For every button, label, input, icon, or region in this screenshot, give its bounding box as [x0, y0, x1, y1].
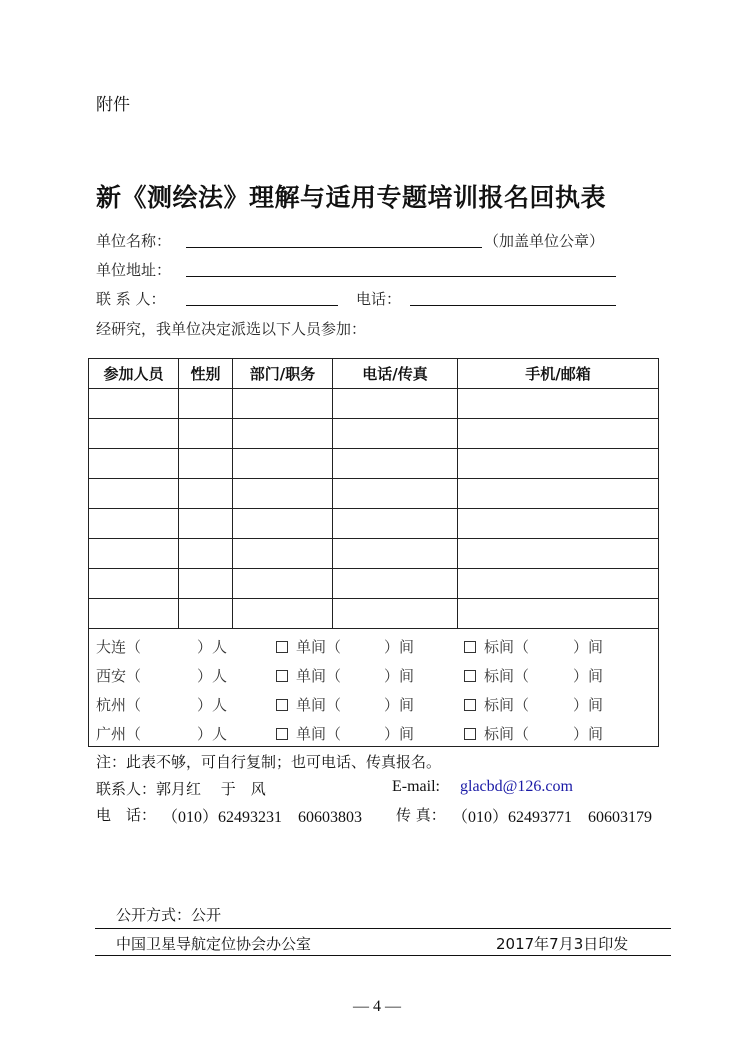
table-cell[interactable]: [333, 389, 458, 419]
table-cell[interactable]: [179, 419, 233, 449]
checkbox-icon[interactable]: [464, 728, 476, 740]
table-row: [89, 479, 659, 509]
checkbox-icon[interactable]: [276, 670, 288, 682]
fax-label: 传 真：: [396, 806, 446, 824]
single-room-suffix: ）间: [384, 696, 415, 714]
unit-address-label: 单位地址：: [96, 261, 172, 279]
table-cell[interactable]: [179, 479, 233, 509]
city-label: 大连（: [96, 638, 142, 656]
table-row: [89, 539, 659, 569]
checkbox-icon[interactable]: [464, 641, 476, 653]
table-cell[interactable]: [458, 509, 659, 539]
table-note: 注：此表不够，可自行复制；也可电话、传真报名。: [96, 753, 442, 771]
table-cell[interactable]: [233, 419, 333, 449]
unit-name-line[interactable]: [186, 247, 482, 248]
unit-name-label: 单位名称：: [96, 232, 172, 250]
header-gender: 性别: [179, 359, 233, 389]
table-cell[interactable]: [233, 479, 333, 509]
table-cell[interactable]: [333, 509, 458, 539]
table-cell[interactable]: [89, 569, 179, 599]
room-booking-cell: [89, 629, 659, 747]
table-cell[interactable]: [233, 569, 333, 599]
table-cell[interactable]: [233, 509, 333, 539]
table-cell[interactable]: [233, 389, 333, 419]
contact-persons: 联系人：郭月红 于 风: [96, 780, 266, 798]
phone-numbers: （010）62493231 60603803: [162, 809, 363, 826]
table-cell[interactable]: [333, 449, 458, 479]
standard-room-option: 标间（: [464, 694, 529, 715]
table-cell[interactable]: [333, 539, 458, 569]
table-cell[interactable]: [458, 539, 659, 569]
table-cell[interactable]: [333, 419, 458, 449]
table-cell[interactable]: [458, 479, 659, 509]
header-mobile-email: 手机/邮箱: [458, 359, 659, 389]
single-room-option: 单间（: [276, 694, 341, 715]
page-title: 新《测绘法》理解与适用专题培训报名回执表: [96, 183, 607, 212]
standard-room-suffix: ）间: [573, 667, 604, 685]
checkbox-icon[interactable]: [464, 699, 476, 711]
standard-room-option: 标间（: [464, 723, 529, 744]
table-cell[interactable]: [458, 599, 659, 629]
registration-table: [88, 358, 659, 747]
table-row: [89, 599, 659, 629]
checkbox-icon[interactable]: [276, 699, 288, 711]
table-cell[interactable]: [179, 449, 233, 479]
standard-room-suffix: ）间: [573, 696, 604, 714]
people-count-suffix: ）人: [197, 638, 228, 656]
table-cell[interactable]: [89, 419, 179, 449]
city-label: 西安（: [96, 667, 142, 685]
table-row: [89, 569, 659, 599]
single-room-suffix: ）间: [384, 725, 415, 743]
phone-label: 电话：: [356, 290, 402, 308]
people-count-suffix: ）人: [197, 667, 228, 685]
city-label: 广州（: [96, 725, 142, 743]
issuing-office: 中国卫星导航定位协会办公室: [116, 935, 312, 953]
table-row: [89, 389, 659, 419]
table-cell[interactable]: [89, 389, 179, 419]
table-row: [89, 449, 659, 479]
single-room-option: 单间（: [276, 723, 341, 744]
standard-room-option: 标间（: [464, 636, 529, 657]
unit-name-note: （加盖单位公章）: [484, 232, 605, 250]
table-row: [89, 419, 659, 449]
footer-top-rule: [95, 928, 671, 929]
table-cell[interactable]: [458, 419, 659, 449]
table-cell[interactable]: [333, 569, 458, 599]
contact-person-label: 联 系 人：: [96, 290, 166, 308]
single-room-suffix: ）间: [384, 667, 415, 685]
table-cell[interactable]: [458, 569, 659, 599]
people-count-suffix: ）人: [197, 725, 228, 743]
single-room-suffix: ）间: [384, 638, 415, 656]
attachment-label: 附件: [96, 95, 130, 115]
intro-text: 经研究，我单位决定派选以下人员参加：: [96, 320, 367, 338]
table-cell[interactable]: [179, 389, 233, 419]
table-row: [89, 509, 659, 539]
table-cell[interactable]: [89, 599, 179, 629]
checkbox-icon[interactable]: [276, 728, 288, 740]
standard-room-suffix: ）间: [573, 638, 604, 656]
checkbox-icon[interactable]: [276, 641, 288, 653]
table-cell[interactable]: [89, 509, 179, 539]
page-number: — 4 —: [353, 998, 401, 1015]
phone-label-bottom: 电 话：: [96, 806, 157, 824]
table-cell[interactable]: [179, 509, 233, 539]
table-cell[interactable]: [179, 569, 233, 599]
table-cell[interactable]: [233, 599, 333, 629]
table-cell[interactable]: [458, 449, 659, 479]
email-label: E-mail:: [392, 778, 440, 795]
table-cell[interactable]: [89, 449, 179, 479]
table-cell[interactable]: [179, 599, 233, 629]
disclosure-method: 公开方式：公开: [116, 906, 222, 924]
fax-numbers: （010）62493771 60603179: [452, 809, 653, 826]
table-cell[interactable]: [179, 539, 233, 569]
city-label: 杭州（: [96, 696, 142, 714]
table-cell[interactable]: [458, 389, 659, 419]
standard-room-suffix: ）间: [573, 725, 604, 743]
single-room-option: 单间（: [276, 665, 341, 686]
issue-date: 2017年7月3日印发: [496, 935, 629, 953]
contact-person-line[interactable]: [186, 305, 338, 306]
header-phone-fax: 电话/传真: [333, 359, 458, 389]
table-cell[interactable]: [233, 449, 333, 479]
single-room-option: 单间（: [276, 636, 341, 657]
table-cell[interactable]: [89, 479, 179, 509]
table-cell[interactable]: [333, 599, 458, 629]
standard-room-option: 标间（: [464, 665, 529, 686]
checkbox-icon[interactable]: [464, 670, 476, 682]
unit-address-line[interactable]: [186, 276, 616, 277]
people-count-suffix: ）人: [197, 696, 228, 714]
table-cell[interactable]: [333, 479, 458, 509]
footer-bottom-rule: [95, 955, 671, 956]
header-participant: 参加人员: [89, 359, 179, 389]
table-cell[interactable]: [89, 539, 179, 569]
header-department: 部门/职务: [233, 359, 333, 389]
table-cell[interactable]: [233, 539, 333, 569]
table-header-row: [89, 359, 659, 389]
phone-line[interactable]: [410, 305, 616, 306]
email-link[interactable]: glacbd@126.com: [460, 778, 573, 795]
